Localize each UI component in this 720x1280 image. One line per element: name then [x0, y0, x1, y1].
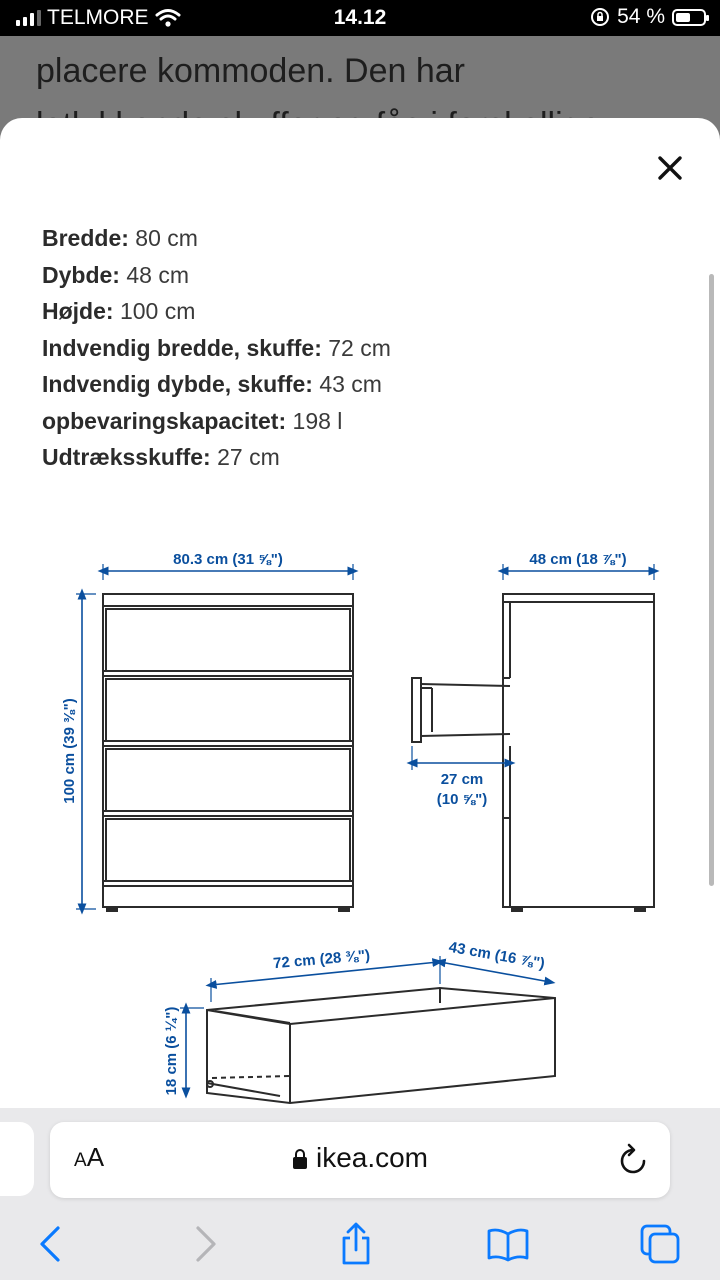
status-bar	[0, 0, 720, 36]
spec-value: 48 cm	[126, 261, 189, 288]
spec-label: Udtræksskuffe:	[42, 444, 211, 470]
spec-row	[42, 403, 662, 440]
spec-row	[42, 257, 662, 294]
spec-label: opbevaringskapacitet:	[42, 407, 287, 434]
spec-label: Indvendig bredde, skuffe:	[42, 334, 322, 361]
dimension-drawing	[0, 526, 720, 1118]
bookmarks-icon[interactable]	[486, 1226, 530, 1262]
aa-small-letter: A	[74, 1150, 87, 1171]
specs-list	[42, 220, 662, 476]
previous-tab-preview[interactable]	[0, 1122, 34, 1196]
orientation-lock-icon	[590, 7, 610, 27]
url-display[interactable]	[50, 1142, 670, 1174]
address-bar[interactable]	[50, 1122, 670, 1198]
share-icon[interactable]	[338, 1222, 374, 1266]
pullout-label-cm: 27 cm	[440, 771, 484, 788]
front-width-label: 80.3 cm (31 ⅝")	[173, 551, 283, 568]
url-text: ikea.com	[315, 1142, 429, 1173]
side-view-drawing	[412, 594, 654, 911]
drawer-height-dimension	[163, 1007, 204, 1096]
spec-value: 43 cm	[319, 371, 382, 397]
forward-button[interactable]	[184, 1222, 228, 1266]
lock-icon	[292, 1148, 308, 1170]
battery-icon	[672, 9, 706, 26]
reload-icon[interactable]	[618, 1142, 648, 1176]
drawer-height-label: 18 cm (6 ¼")	[163, 1006, 180, 1096]
forward-icon[interactable]	[194, 1225, 218, 1263]
share-button[interactable]	[334, 1222, 378, 1266]
front-height-label: 100 cm (39 ⅜")	[61, 698, 78, 804]
spec-value: 100 cm	[119, 298, 196, 324]
spec-label: Højde:	[42, 298, 114, 324]
carrier-name: TELMORE	[47, 6, 149, 29]
spec-value: 80 cm	[135, 225, 198, 251]
drawer-width-label: 72 cm (28 ⅜")	[272, 946, 371, 973]
spec-row	[42, 330, 662, 367]
spec-row	[42, 220, 662, 257]
spec-row	[42, 293, 662, 330]
front-height-dimension	[61, 594, 96, 909]
front-view-drawing	[103, 594, 353, 911]
background-line: placere kommoden. Den har	[36, 52, 466, 90]
spec-value: 198 l	[292, 407, 343, 434]
back-icon[interactable]	[38, 1225, 62, 1263]
pullout-label-in: (10 ⅝")	[436, 791, 488, 808]
side-depth-dimension	[503, 551, 654, 580]
side-depth-label: 48 cm (18 ⅞")	[529, 551, 627, 568]
spec-label: Dybde:	[42, 261, 120, 288]
drawer-width-dimension	[211, 947, 438, 1002]
reload-button[interactable]	[618, 1142, 648, 1181]
drawer-depth-label: 43 cm (16 ⅞")	[447, 938, 547, 973]
front-width-dimension	[103, 551, 353, 580]
pullout-dimension	[412, 746, 510, 808]
spec-value: 72 cm	[328, 334, 391, 361]
tabs-button[interactable]	[638, 1222, 682, 1266]
drawer-depth-dimension	[440, 939, 550, 984]
battery-percent: 54 %	[617, 5, 665, 28]
spec-label: Indvendig dybde, skuffe:	[42, 371, 313, 397]
spec-row	[42, 439, 662, 476]
spec-value: 27 cm	[217, 444, 280, 470]
clock: 14.12	[333, 6, 387, 29]
scroll-indicator[interactable]	[709, 274, 714, 886]
bookmarks-button[interactable]	[486, 1222, 530, 1266]
drawer-drawing	[207, 988, 555, 1103]
close-icon[interactable]	[650, 148, 690, 188]
aa-big-letter: A	[86, 1142, 105, 1172]
close-button[interactable]	[650, 148, 690, 188]
address-bar-area	[0, 1108, 720, 1206]
spec-label: Bredde:	[42, 225, 129, 251]
dimensions-sheet	[0, 118, 720, 1118]
spec-row	[42, 366, 662, 403]
back-button[interactable]	[28, 1222, 72, 1266]
tabs-icon[interactable]	[639, 1223, 681, 1265]
browser-toolbar	[0, 1206, 720, 1280]
